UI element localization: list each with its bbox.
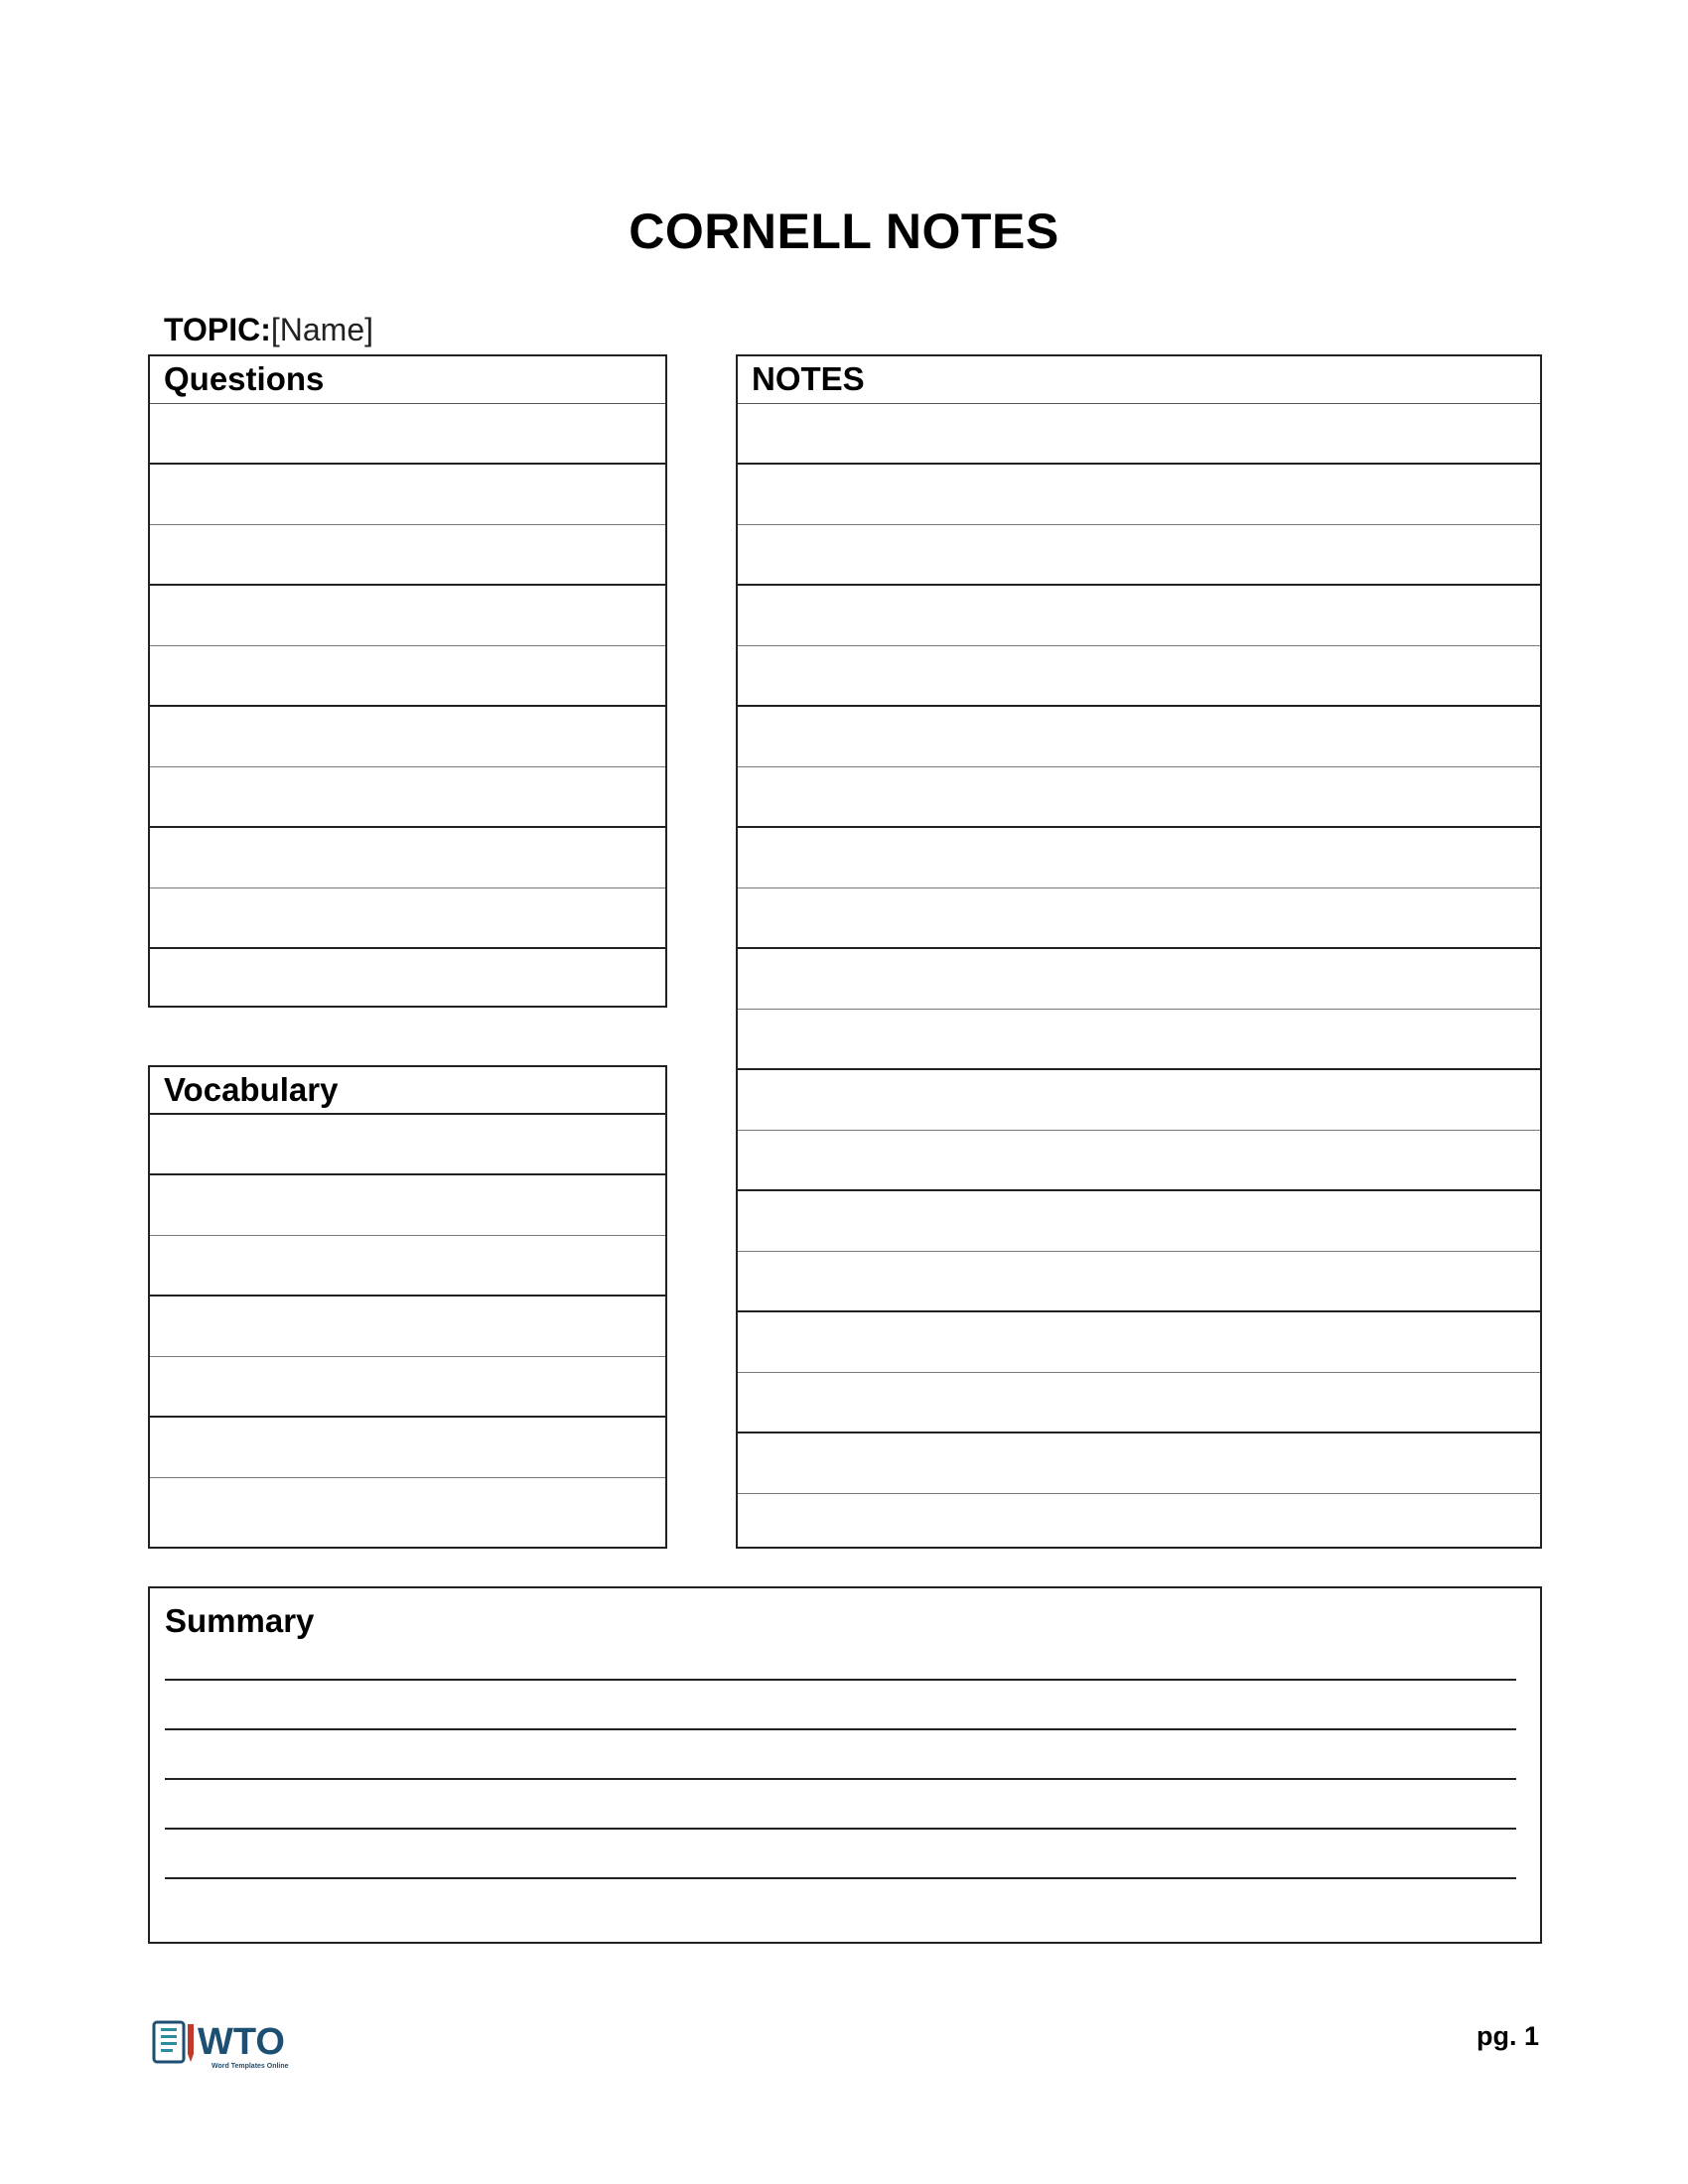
notes-row[interactable] bbox=[738, 465, 1540, 525]
notes-row[interactable] bbox=[738, 767, 1540, 828]
question-row[interactable] bbox=[150, 404, 665, 465]
summary-box bbox=[148, 1586, 1542, 1944]
notes-row[interactable] bbox=[738, 1070, 1540, 1131]
question-row[interactable] bbox=[150, 525, 665, 586]
vocabulary-row[interactable] bbox=[150, 1418, 665, 1478]
question-row[interactable] bbox=[150, 828, 665, 888]
questions-box bbox=[148, 354, 667, 1008]
notes-row[interactable] bbox=[738, 707, 1540, 767]
notes-row[interactable] bbox=[738, 525, 1540, 586]
question-row[interactable] bbox=[150, 767, 665, 828]
summary-line[interactable] bbox=[165, 1728, 1516, 1730]
topic-line bbox=[164, 310, 373, 349]
vocabulary-row[interactable] bbox=[150, 1115, 665, 1175]
summary-header: Summary bbox=[165, 1602, 315, 1639]
vocabulary-row[interactable] bbox=[150, 1357, 665, 1418]
vocabulary-rows bbox=[150, 1115, 665, 1539]
wto-logo bbox=[152, 2018, 311, 2072]
vocabulary-header: Vocabulary bbox=[150, 1067, 665, 1115]
questions-header: Questions bbox=[150, 356, 665, 404]
questions-rows bbox=[150, 404, 665, 1010]
vocabulary-row[interactable] bbox=[150, 1478, 665, 1539]
summary-line[interactable] bbox=[165, 1778, 1516, 1780]
question-row[interactable] bbox=[150, 949, 665, 1010]
notes-row[interactable] bbox=[738, 888, 1540, 949]
page-title: CORNELL NOTES bbox=[629, 204, 1059, 259]
notes-row[interactable] bbox=[738, 1312, 1540, 1373]
vocabulary-box bbox=[148, 1065, 667, 1549]
topic-name-field[interactable]: [Name] bbox=[270, 312, 373, 347]
summary-line[interactable] bbox=[165, 1828, 1516, 1830]
vocabulary-row[interactable] bbox=[150, 1175, 665, 1236]
notes-row[interactable] bbox=[738, 1191, 1540, 1252]
notes-row[interactable] bbox=[738, 404, 1540, 465]
logo-wordmark: WTO bbox=[198, 2021, 285, 2063]
notes-row[interactable] bbox=[738, 1373, 1540, 1433]
question-row[interactable] bbox=[150, 888, 665, 949]
wto-logo-icon bbox=[152, 2018, 311, 2072]
notes-header: NOTES bbox=[738, 356, 1540, 404]
notes-row[interactable] bbox=[738, 949, 1540, 1010]
question-row[interactable] bbox=[150, 707, 665, 767]
vocabulary-row[interactable] bbox=[150, 1236, 665, 1297]
notes-box bbox=[736, 354, 1542, 1549]
notes-row[interactable] bbox=[738, 828, 1540, 888]
notes-row[interactable] bbox=[738, 1433, 1540, 1494]
page-number: pg. 1 bbox=[1476, 2021, 1539, 2051]
summary-line[interactable] bbox=[165, 1679, 1516, 1681]
logo-tagline: Word Templates Online bbox=[211, 2063, 289, 2070]
notes-row[interactable] bbox=[738, 1252, 1540, 1312]
question-row[interactable] bbox=[150, 586, 665, 646]
question-row[interactable] bbox=[150, 646, 665, 707]
notes-row[interactable] bbox=[738, 1010, 1540, 1070]
notes-row[interactable] bbox=[738, 646, 1540, 707]
question-row[interactable] bbox=[150, 465, 665, 525]
topic-label: TOPIC: bbox=[164, 312, 271, 347]
vocabulary-row[interactable] bbox=[150, 1297, 665, 1357]
notes-row[interactable] bbox=[738, 1494, 1540, 1555]
notes-row[interactable] bbox=[738, 1131, 1540, 1191]
notes-row[interactable] bbox=[738, 586, 1540, 646]
notes-rows bbox=[738, 404, 1540, 1555]
summary-line[interactable] bbox=[165, 1877, 1516, 1879]
